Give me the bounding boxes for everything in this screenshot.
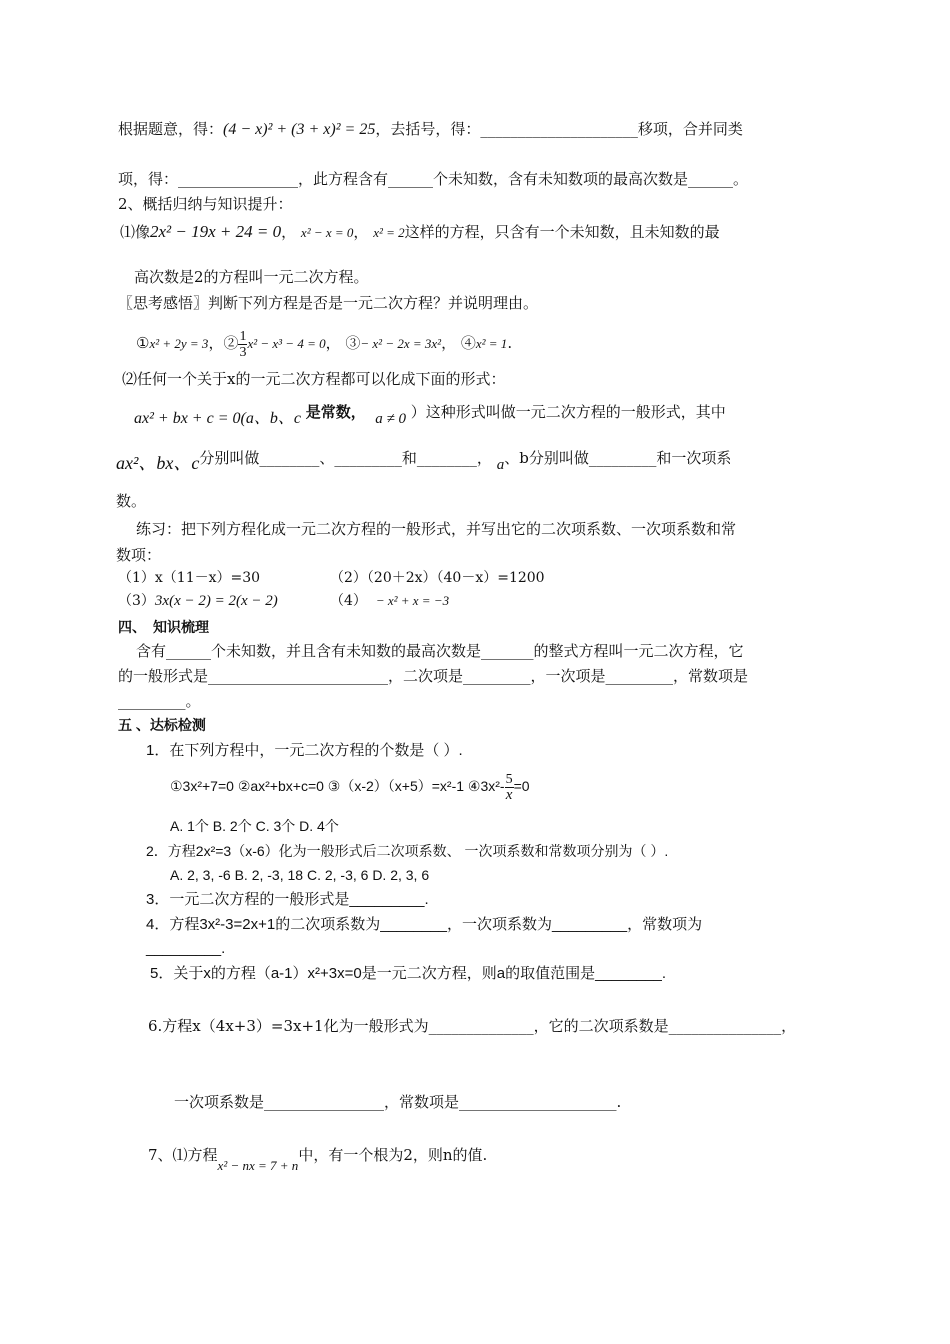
question-6-cont: 一次项系数是________________，常数项是_____________________.	[174, 1093, 622, 1111]
blank[interactable]: _______________	[668, 1017, 782, 1035]
line-13: 数项：	[116, 546, 162, 564]
blank[interactable]: _________	[118, 692, 186, 710]
question-4-cont: _________.	[146, 940, 226, 957]
line-5: 高次数是2的方程叫一元二次方程。	[134, 268, 369, 286]
equation: 2x² − 19x + 24 = 0	[150, 222, 282, 241]
question-1: 1．在下列方程中，一元二次方程的个数是（ ）.	[146, 742, 463, 759]
blank[interactable]: ______	[688, 170, 734, 188]
line-8: ⑵任何一个关于x的一元二次方程都可以化成下面的形式：	[122, 370, 506, 388]
section-heading-5: 五 、达标检测	[118, 717, 206, 733]
question-1-choices: A. 1个 B. 2个 C. 3个 D. 4个	[170, 818, 339, 834]
exercise-2: （2）（20＋2x）（40－x）=1200	[330, 570, 545, 586]
blank[interactable]: ________________	[178, 170, 299, 188]
question-1-options: ①3x²+7=0 ②ax²+bx+c=0 ③（x-2）（x+5）=x²-1 ④3x²- $\frac{5}{x}$ =0	[170, 771, 530, 803]
fraction-5-over-x: $\frac{5}{x}$	[505, 771, 513, 803]
line-6: 〖思考感悟〗判断下列方程是否是一元二次方程？并说明理由。	[118, 294, 539, 312]
line-11: 数。	[116, 492, 147, 510]
blank[interactable]: ________________________	[208, 667, 389, 685]
general-form: ax² + bx + c = 0(a、b、c	[134, 410, 301, 427]
blank[interactable]: _________	[605, 667, 674, 685]
line-10: ax²、bx、c分别叫做________、_________和________， a、b分别叫做_________和一次项系	[116, 449, 732, 473]
exercise-3: （3）3x(x − 2) = 2(x − 2)	[118, 593, 278, 609]
blank[interactable]: _________	[349, 891, 425, 908]
equation-expansion: (4 − x)² + (3 + x)² = 25	[223, 121, 376, 138]
blank[interactable]: _________	[552, 916, 628, 933]
section-heading-4: 四、 知识梳理	[118, 619, 209, 635]
blank[interactable]: _______	[481, 642, 534, 660]
line-1: 根据题意，得：(4 − x)² + (3 + x)² = 25，去括号，得：_____________________移项，合并同类	[118, 120, 743, 138]
blank[interactable]: ________	[416, 449, 477, 467]
blank[interactable]: ______	[166, 642, 212, 660]
line-2: 项，得：________________，此方程含有______个未知数，含有未知数项的最高次数是______。	[118, 170, 749, 188]
blank[interactable]: _________	[463, 667, 531, 685]
question-5: 5．关于x的方程（a-1）x²+3x=0是一元二次方程，则a的取值范围是________.	[150, 965, 666, 982]
line-17: 的一般形式是________________________，二次项是_________，一次项是_________，常数项是	[118, 667, 749, 685]
line-16: 含有______个未知数，并且含有未知数的最高次数是_______的整式方程叫一元二次方程，它	[136, 642, 744, 660]
blank[interactable]: ________	[595, 965, 662, 982]
exercise-1: （1）x（11－x）=30	[118, 570, 261, 586]
blank[interactable]: _________	[146, 940, 222, 957]
question-4: 4．方程3x²-3=2x+1的二次项系数为________，一次项系数为_________，常数项为	[146, 916, 703, 933]
question-6: 6.方程x（4x+3）=3x+1化为一般形式为______________，它的二次项系数是_______________，	[148, 1017, 797, 1035]
line-3: 2、概括归纳与知识提升：	[118, 195, 293, 213]
line-7: ①x² + 2y = 3，② $\frac{1}{3}$ x² − x³ − 4 = 0， ③− x² − 2x = 3x²， ④x² = 1.	[136, 328, 513, 360]
equation: x² = 2	[373, 225, 405, 240]
exercise-4: （4） − x² + x = −3	[330, 593, 450, 609]
line-12: 练习：把下列方程化成一元二次方程的一般形式，并写出它的二次项系数、一次项系数和常	[136, 520, 737, 538]
blank[interactable]: _____________________	[459, 1093, 617, 1111]
equation: x² − x = 0	[300, 225, 354, 240]
blank[interactable]: ________	[380, 916, 447, 933]
blank[interactable]: _________	[588, 449, 657, 467]
question-2: 2．方程2x²=3（x-6）化为一般形式后二次项系数、 一次项系数和常数项分别为（ ）.	[146, 843, 669, 859]
fraction-one-third: $\frac{1}{3}$	[239, 328, 247, 360]
question-3: 3．一元二次方程的一般形式是_________.	[146, 891, 429, 908]
line-4: ⑴像2x² − 19x + 24 = 0， x² − x = 0， x² = 2这样的方程，只含有一个未知数，且未知数的最	[120, 222, 720, 241]
blank[interactable]: _____________________	[480, 120, 638, 138]
question-7: 7、⑴方程x² − nx = 7 + n中，有一个根为2，则n的值.	[148, 1146, 488, 1173]
line-18: _________。	[118, 692, 201, 710]
blank[interactable]: ________________	[264, 1093, 385, 1111]
line-9: ax² + bx + c = 0(a、b、c 是常数， a ≠ 0 ）这种形式叫做一元二次方程的一般形式，其中	[134, 403, 726, 427]
blank[interactable]: ________	[259, 449, 320, 467]
blank[interactable]: ______	[388, 170, 434, 188]
blank[interactable]: _________	[334, 449, 402, 467]
blank[interactable]: ______________	[428, 1017, 534, 1035]
question-2-choices: A. 2, 3, -6 B. 2, -3, 18 C. 2, -3, 6 D. 2, 3, 6	[170, 867, 430, 883]
